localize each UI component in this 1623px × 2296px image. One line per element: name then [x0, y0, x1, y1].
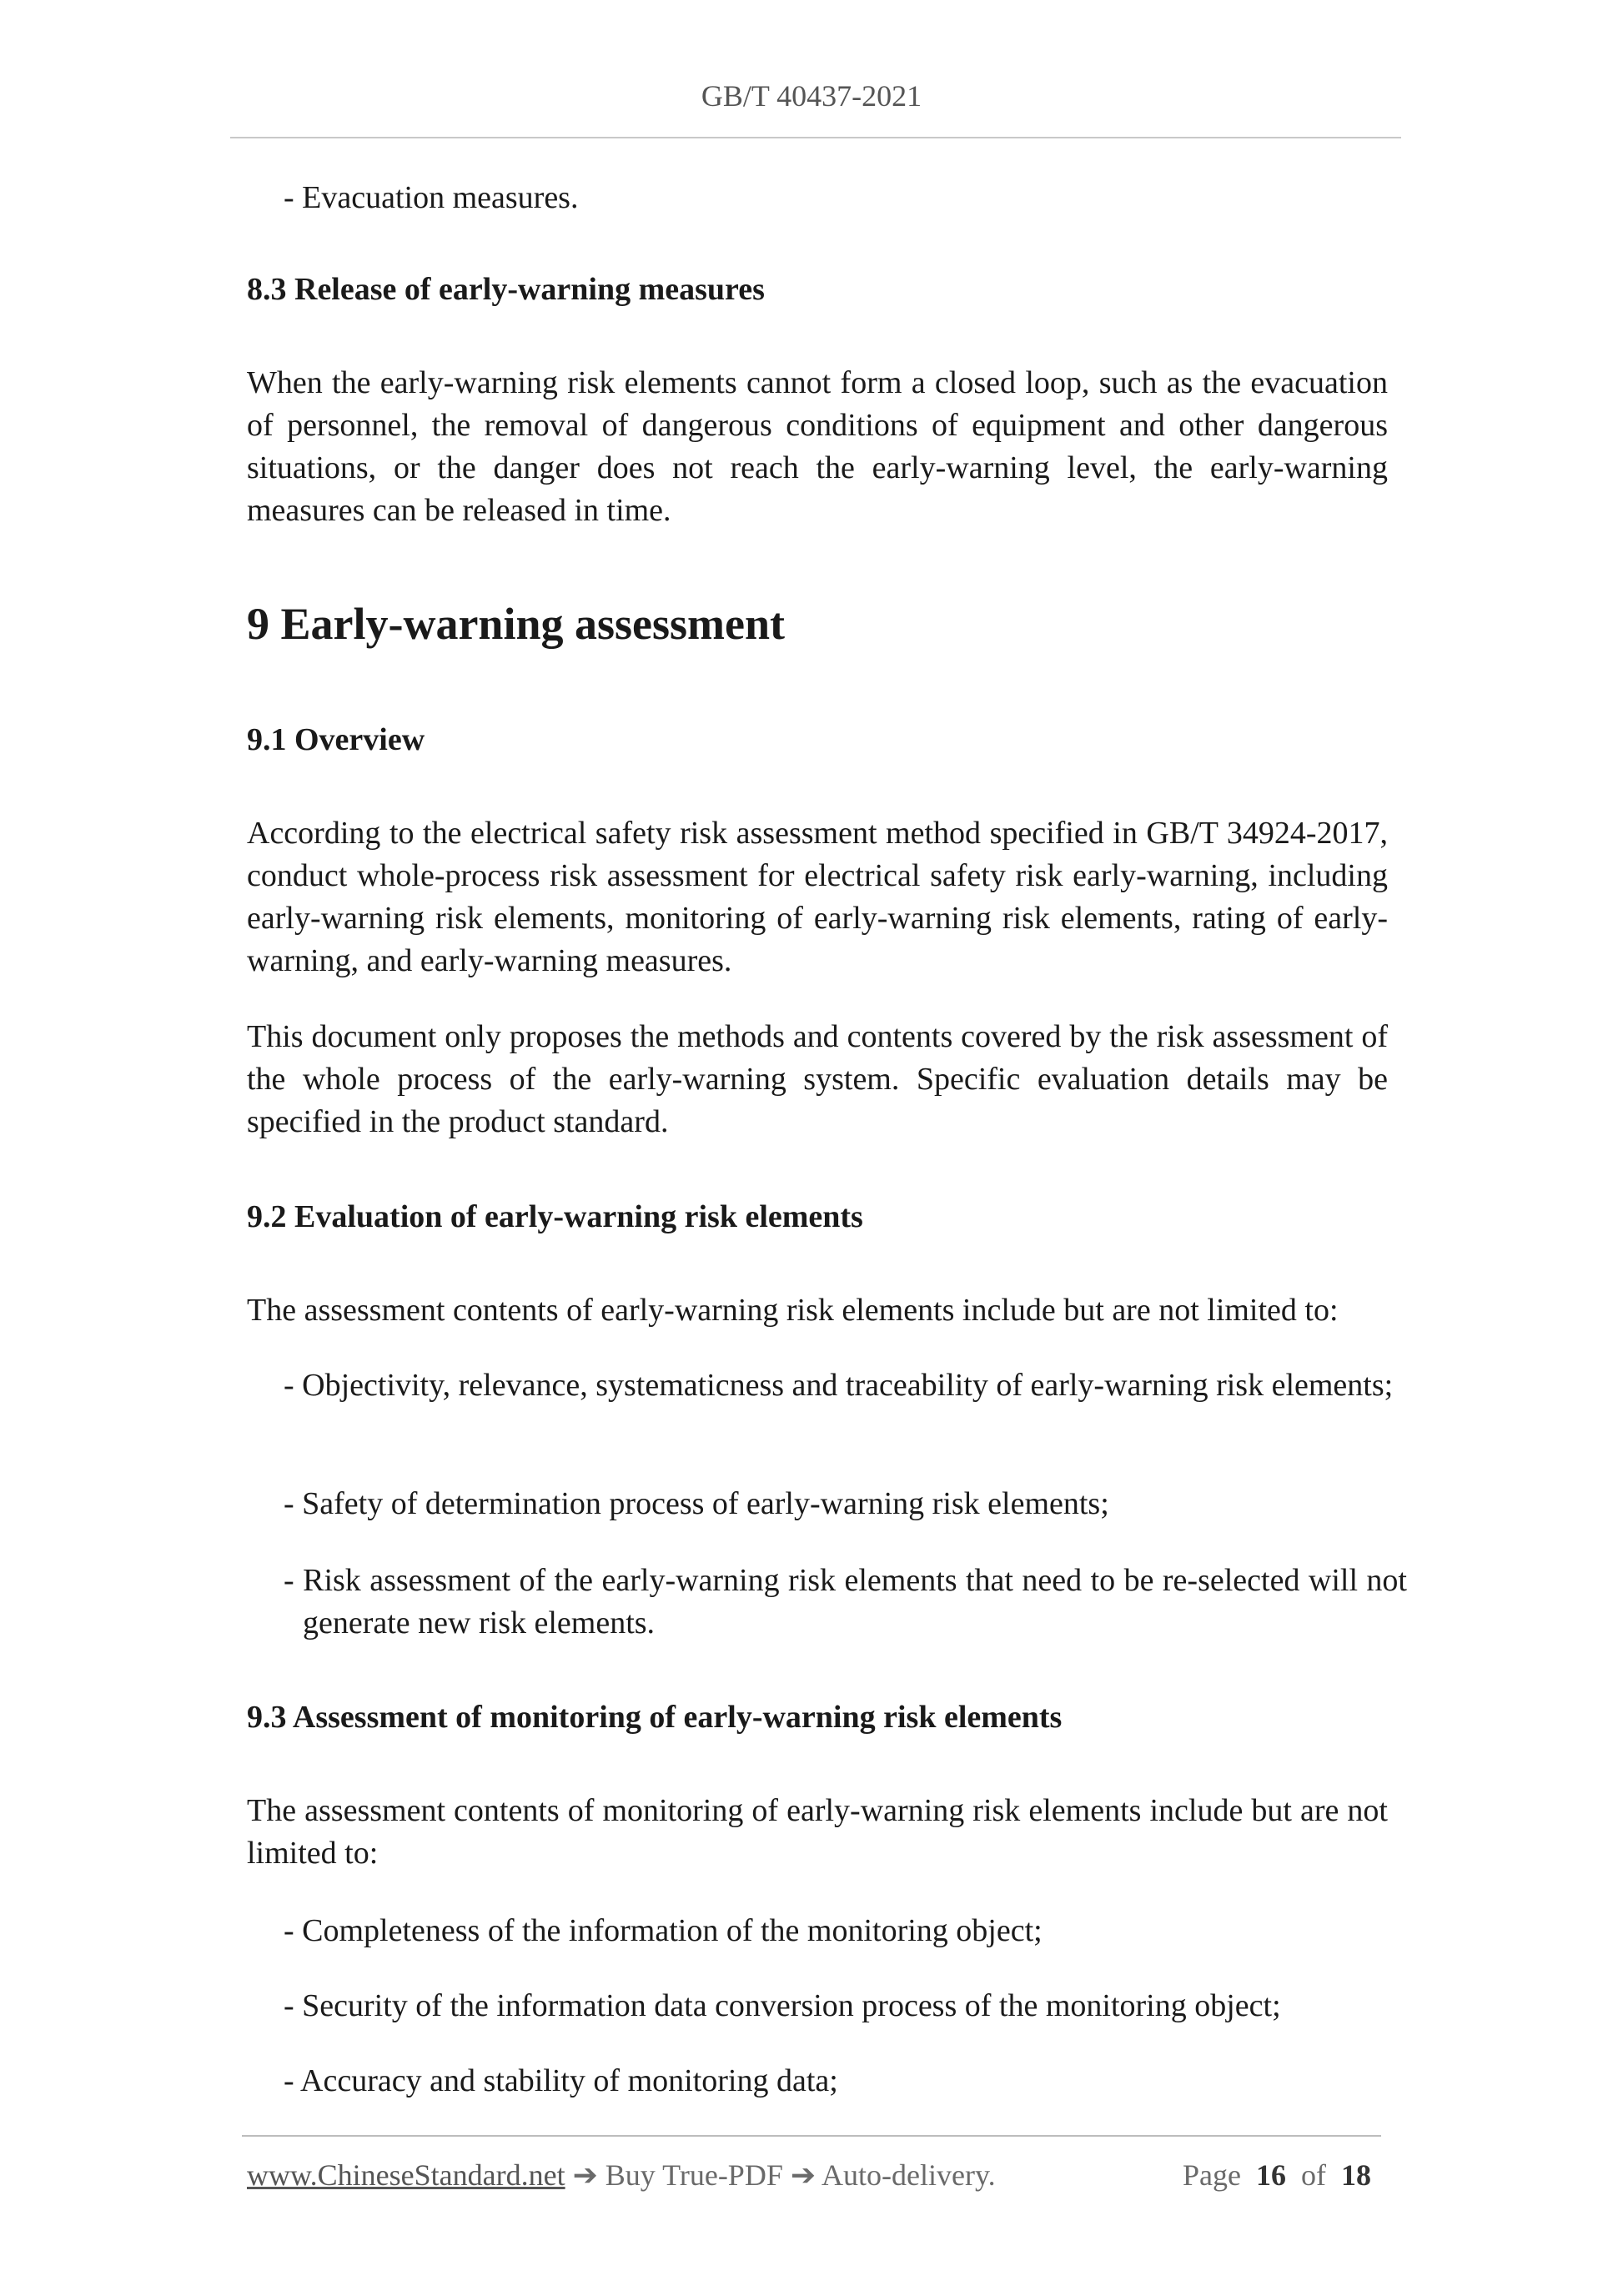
section-9-2-intro: The assessment contents of early-warning risk elements include but are not limited to: [247, 1293, 1339, 1328]
footer-divider [242, 2135, 1381, 2137]
section-9-3-intro: The assessment contents of monitoring of early-warning risk elements include but are not limited to: [247, 1793, 1388, 1871]
footer-site-link[interactable]: www.ChineseStandard.net [247, 2158, 565, 2192]
footer-delivery-text: Auto-delivery. [822, 2158, 996, 2192]
header-divider [230, 137, 1401, 138]
footer-promo [247, 2157, 996, 2193]
list-item: - Accuracy and stability of monitoring data; [284, 2063, 838, 2098]
list-item: - Objectivity, relevance, systematicness and traceability of early-warning risk elements; [284, 1368, 1394, 1403]
list-item: - Evacuation measures. [284, 180, 579, 215]
section-9-1-paragraph-2: This document only proposes the methods and contents covered by the risk assessment of the whole process of the early-warning system. Specific evaluation details may be specified in the product standard. [247, 1019, 1388, 1139]
page-indicator [1183, 2157, 1371, 2193]
list-item: - Risk assessment of the early-warning risk elements that need to be re-selected will not generate new risk elements. [284, 1563, 1407, 1640]
arrow-right-icon: ➔ [790, 2158, 817, 2192]
section-heading-9-2: 9.2 Evaluation of early-warning risk elements [247, 1199, 863, 1234]
section-9-1-paragraph-1: According to the electrical safety risk assessment method specified in GB/T 34924-2017, conduct whole-process risk assessment for electrical safety risk early-warning, including early-warning risk elements, monitoring of early-warning risk elements, rating of early-warning, and early-warning measures. [247, 816, 1388, 978]
list-item: - Safety of determination process of early-warning risk elements; [284, 1486, 1109, 1521]
arrow-right-icon: ➔ [572, 2158, 598, 2192]
of-word: of [1300, 2158, 1326, 2192]
page-total: 18 [1340, 2158, 1371, 2192]
section-8-3-paragraph: When the early-warning risk elements cannot form a closed loop, such as the evacuation of personnel, the removal of dangerous conditions of equipment and other dangerous situations, or the danger does not reach the early-warning level, the early-warning measures can be released in time. [247, 365, 1388, 528]
list-item: - Security of the information data conversion process of the monitoring object; [284, 1988, 1281, 2023]
section-heading-9-3: 9.3 Assessment of monitoring of early-warning risk elements [247, 1700, 1063, 1735]
section-heading-9: 9 Early-warning assessment [247, 599, 785, 649]
list-item: - Completeness of the information of the monitoring object; [284, 1913, 1043, 1948]
section-heading-8-3: 8.3 Release of early-warning measures [247, 272, 765, 307]
footer-buy-text: Buy True-PDF [605, 2158, 783, 2192]
section-heading-9-1: 9.1 Overview [247, 722, 425, 757]
page-word: Page [1183, 2158, 1241, 2192]
page-number: 16 [1255, 2158, 1286, 2192]
header-doc-code: GB/T 40437-2021 [701, 79, 922, 113]
